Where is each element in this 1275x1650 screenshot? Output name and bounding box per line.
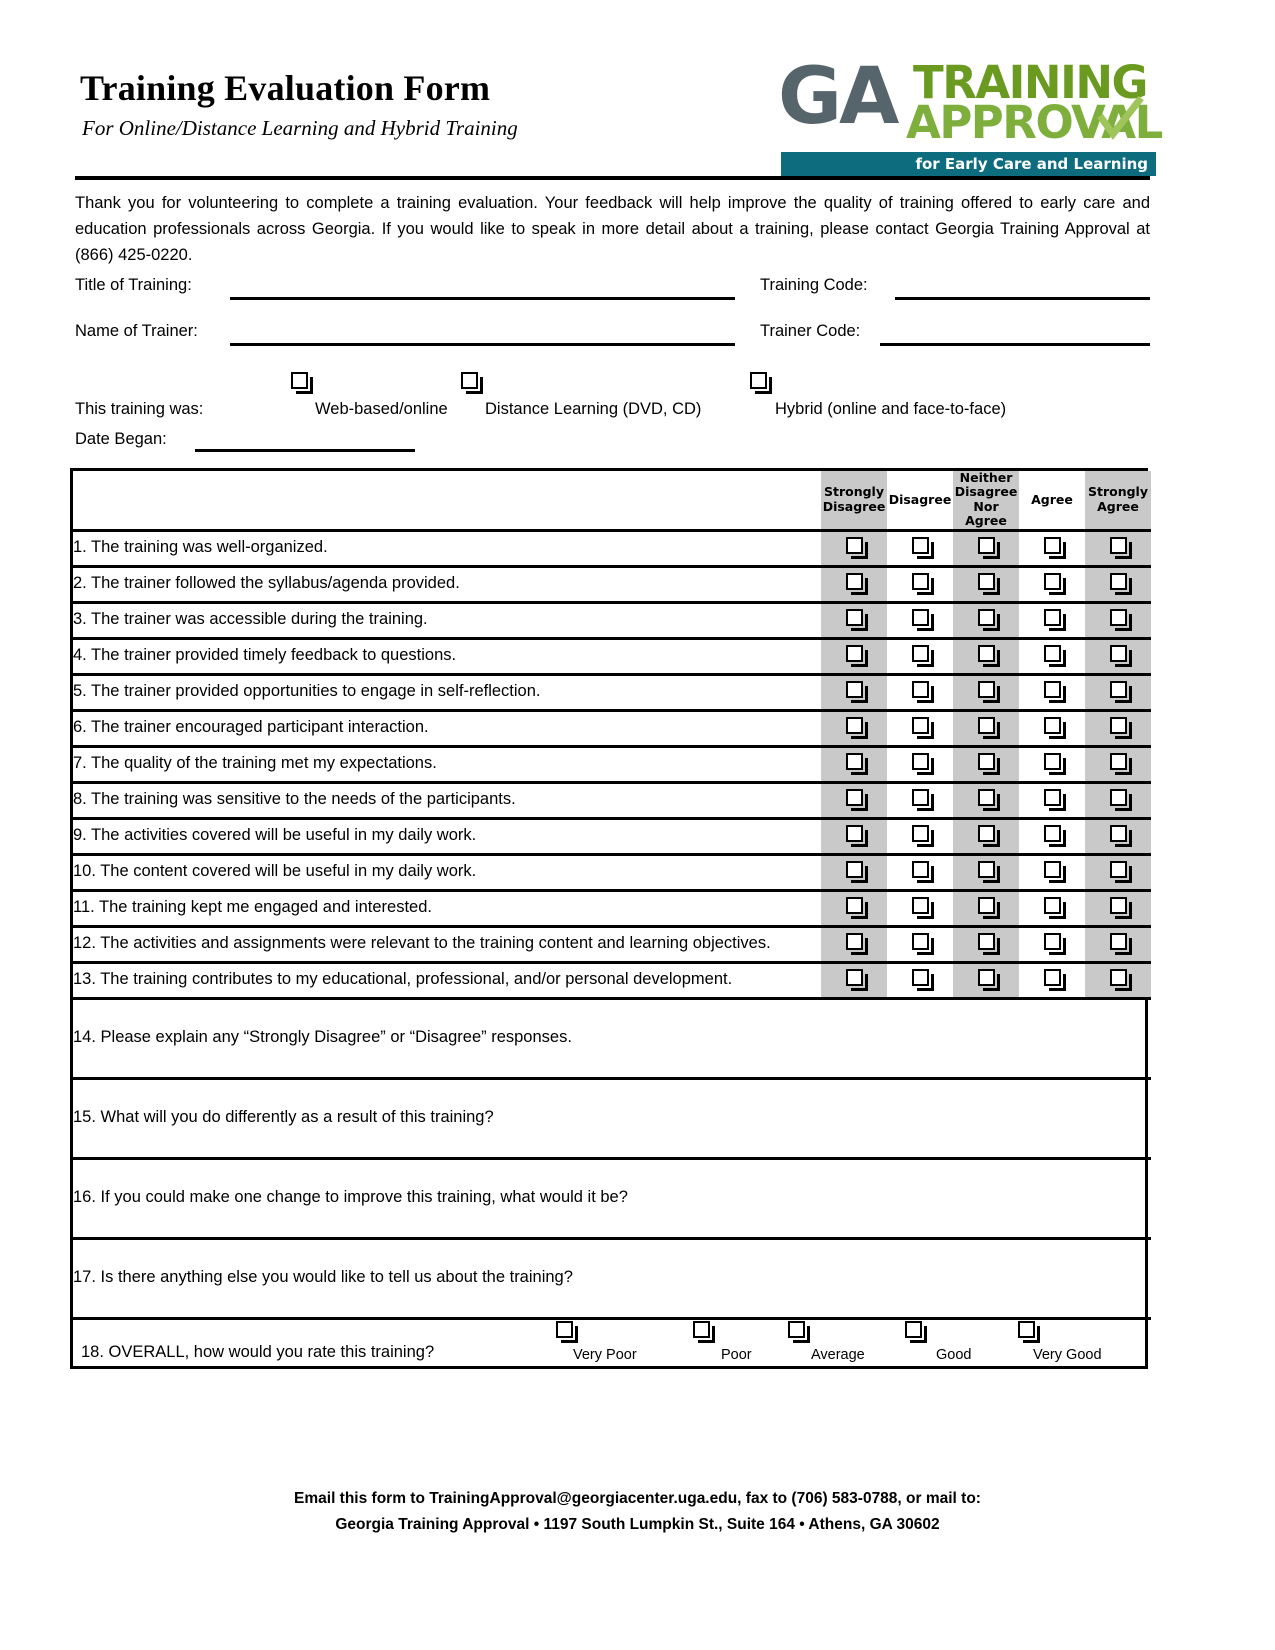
- checkbox-icon[interactable]: [846, 645, 863, 662]
- rating-checkbox-q5-3[interactable]: [1019, 674, 1085, 710]
- open-question-15: 15. What will you do differently as a result of this training?: [73, 1078, 1151, 1158]
- checkbox-icon[interactable]: [1018, 1321, 1035, 1338]
- checkbox-icon[interactable]: [978, 717, 995, 734]
- title-of-training-input[interactable]: [230, 276, 735, 300]
- rating-checkbox-q9-2[interactable]: [953, 818, 1019, 854]
- checkbox-icon[interactable]: [1110, 645, 1127, 662]
- trainer-name-row: [75, 322, 1150, 368]
- table-row: [73, 854, 1151, 890]
- checkbox-icon[interactable]: [846, 609, 863, 626]
- question-text-5: 5. The trainer provided opportunities to engage in self-reflection.: [73, 674, 821, 710]
- table-row: [73, 926, 1151, 962]
- checkbox-icon[interactable]: [556, 1321, 573, 1338]
- table-row: [73, 746, 1151, 782]
- checkbox-icon[interactable]: [912, 717, 929, 734]
- rating-checkbox-q12-2[interactable]: [953, 926, 1019, 962]
- training-type-row: [75, 372, 1150, 424]
- checkbox-icon[interactable]: [912, 537, 929, 554]
- rating-checkbox-q9-3[interactable]: [1019, 818, 1085, 854]
- overall-checkbox-3[interactable]: [905, 1321, 922, 1343]
- rating-checkbox-q11-2[interactable]: [953, 890, 1019, 926]
- checkbox-icon[interactable]: [1110, 789, 1127, 806]
- rating-checkbox-q9-1[interactable]: [887, 818, 953, 854]
- table-row: [73, 962, 1151, 998]
- checkbox-icon[interactable]: [978, 789, 995, 806]
- checkbox-icon[interactable]: [978, 825, 995, 842]
- rating-checkbox-q4-2[interactable]: [953, 638, 1019, 674]
- checkbox-icon[interactable]: [978, 609, 995, 626]
- training-code-input[interactable]: [895, 276, 1150, 300]
- training-type-option-1: Distance Learning (DVD, CD): [485, 400, 702, 418]
- rating-checkbox-q10-2[interactable]: [953, 854, 1019, 890]
- rating-checkbox-q3-2[interactable]: [953, 602, 1019, 638]
- checkbox-icon[interactable]: [912, 861, 929, 878]
- question-text-1: 1. The training was well-organized.: [73, 530, 821, 566]
- checkbox-icon[interactable]: [693, 1321, 710, 1338]
- open-question-14: 14. Please explain any “Strongly Disagree” or “Disagree” responses.: [73, 998, 1151, 1078]
- rating-checkbox-q11-0[interactable]: [821, 890, 887, 926]
- question-text-3: 3. The trainer was accessible during the training.: [73, 602, 821, 638]
- training-title-row: [75, 276, 1150, 322]
- training-code-label: Training Code:: [760, 276, 868, 294]
- footer-line-1: Email this form to TrainingApproval@georgiacenter.uga.edu, fax to (706) 583-0788, or mail to:: [294, 1490, 981, 1507]
- checkbox-icon[interactable]: [846, 897, 863, 914]
- title-block: [80, 70, 518, 141]
- ga-training-approval-logo: [778, 48, 1162, 176]
- rating-checkbox-q13-4[interactable]: [1085, 962, 1151, 998]
- footer: [0, 1486, 1275, 1537]
- checkbox-icon[interactable]: [1110, 825, 1127, 842]
- intro-paragraph: Thank you for volunteering to complete a training evaluation. Your feedback will help improve the quality of training offered to early care and education professionals across Georgia. If you would like to speak in more detail about a training, please contact Georgia Training Approval at (866) 425-0220.: [75, 194, 1150, 265]
- checkbox-icon[interactable]: [912, 573, 929, 590]
- scale-header-spacer: [73, 471, 821, 530]
- checkbox-icon[interactable]: [1044, 537, 1061, 554]
- checkmark-icon: [1096, 96, 1144, 142]
- rating-checkbox-q7-2[interactable]: [953, 746, 1019, 782]
- scale-header-4: Strongly Agree: [1085, 471, 1151, 530]
- checkbox-icon[interactable]: [905, 1321, 922, 1338]
- question-text-6: 6. The trainer encouraged participant interaction.: [73, 710, 821, 746]
- rating-checkbox-q4-4[interactable]: [1085, 638, 1151, 674]
- checkbox-icon[interactable]: [912, 645, 929, 662]
- rating-checkbox-q5-2[interactable]: [953, 674, 1019, 710]
- logo-tagline-bar: [781, 152, 1156, 176]
- checkbox-icon[interactable]: [912, 825, 929, 842]
- rating-checkbox-q6-0[interactable]: [821, 710, 887, 746]
- rating-checkbox-q10-3[interactable]: [1019, 854, 1085, 890]
- checkbox-icon[interactable]: [1110, 969, 1127, 986]
- rating-checkbox-q6-1[interactable]: [887, 710, 953, 746]
- checkbox-icon[interactable]: [1044, 861, 1061, 878]
- rating-checkbox-q13-3[interactable]: [1019, 962, 1085, 998]
- checkbox-icon[interactable]: [1044, 789, 1061, 806]
- scale-header-0: Strongly Disagree: [821, 471, 887, 530]
- checkbox-icon[interactable]: [1110, 897, 1127, 914]
- checkbox-icon[interactable]: [1044, 573, 1061, 590]
- checkbox-icon[interactable]: [1110, 861, 1127, 878]
- rating-checkbox-q6-2[interactable]: [953, 710, 1019, 746]
- rating-checkbox-q7-3[interactable]: [1019, 746, 1085, 782]
- rating-checkbox-q13-1[interactable]: [887, 962, 953, 998]
- checkbox-icon[interactable]: [912, 789, 929, 806]
- page-title: Training Evaluation Form: [80, 68, 491, 108]
- overall-checkbox-4[interactable]: [1018, 1321, 1035, 1343]
- question-text-8: 8. The training was sensitive to the needs of the participants.: [73, 782, 821, 818]
- question-text-2: 2. The trainer followed the syllabus/agenda provided.: [73, 566, 821, 602]
- checkbox-icon[interactable]: [1044, 897, 1061, 914]
- rating-checkbox-q8-2[interactable]: [953, 782, 1019, 818]
- rating-checkbox-q2-4[interactable]: [1085, 566, 1151, 602]
- checkbox-icon[interactable]: [912, 609, 929, 626]
- rating-checkbox-q7-0[interactable]: [821, 746, 887, 782]
- overall-checkbox-1[interactable]: [693, 1321, 710, 1343]
- checkbox-icon[interactable]: [912, 933, 929, 950]
- logo-approval-text: APPROVAL: [906, 96, 1162, 149]
- table-row: [73, 674, 1151, 710]
- logo-tagline-text: for Early Care and Learning: [915, 155, 1148, 173]
- logo-training-text: TRAINING: [913, 56, 1147, 109]
- logo-ga-text: GA: [778, 52, 897, 142]
- checkbox-icon[interactable]: [1044, 609, 1061, 626]
- open-response-row[interactable]: [73, 1158, 1151, 1238]
- rating-checkbox-q5-0[interactable]: [821, 674, 887, 710]
- checkbox-icon[interactable]: [1044, 753, 1061, 770]
- rating-checkbox-q10-1[interactable]: [887, 854, 953, 890]
- checkbox-icon[interactable]: [978, 537, 995, 554]
- table-row: [73, 710, 1151, 746]
- rating-checkbox-q10-0[interactable]: [821, 854, 887, 890]
- checkbox-icon[interactable]: [1110, 537, 1127, 554]
- question-text-9: 9. The activities covered will be useful in my daily work.: [73, 818, 821, 854]
- rating-checkbox-q13-2[interactable]: [953, 962, 1019, 998]
- title-of-training-label: Title of Training:: [75, 276, 192, 294]
- document-header: [75, 48, 1162, 176]
- rating-checkbox-q1-2[interactable]: [953, 530, 1019, 566]
- checkbox-icon[interactable]: [1044, 717, 1061, 734]
- checkbox-icon[interactable]: [1044, 825, 1061, 842]
- checkbox-icon[interactable]: [1044, 933, 1061, 950]
- rating-checkbox-q11-1[interactable]: [887, 890, 953, 926]
- rating-checkbox-q8-0[interactable]: [821, 782, 887, 818]
- training-type-option-0: Web-based/online: [315, 400, 448, 418]
- rating-checkbox-q12-3[interactable]: [1019, 926, 1085, 962]
- checkbox-icon[interactable]: [912, 897, 929, 914]
- scale-header-row: [73, 471, 1151, 530]
- checkbox-icon[interactable]: [978, 573, 995, 590]
- overall-option-label-3: Good: [936, 1346, 972, 1363]
- checkbox-icon[interactable]: [1110, 933, 1127, 950]
- evaluation-table: [70, 468, 1148, 1369]
- checkbox-icon[interactable]: [846, 861, 863, 878]
- rating-checkbox-q11-4[interactable]: [1085, 890, 1151, 926]
- scale-header-1: Disagree: [887, 471, 953, 530]
- checkbox-icon[interactable]: [846, 933, 863, 950]
- rating-checkbox-q8-4[interactable]: [1085, 782, 1151, 818]
- rating-checkbox-q12-0[interactable]: [821, 926, 887, 962]
- overall-option-label-0: Very Poor: [573, 1346, 637, 1363]
- rating-checkbox-q3-3[interactable]: [1019, 602, 1085, 638]
- question-text-7: 7. The quality of the training met my expectations.: [73, 746, 821, 782]
- table-row: [73, 530, 1151, 566]
- checkbox-icon[interactable]: [1110, 717, 1127, 734]
- page-subtitle: For Online/Distance Learning and Hybrid Training: [82, 115, 518, 140]
- overall-checkbox-0[interactable]: [556, 1321, 573, 1343]
- rating-checkbox-q7-1[interactable]: [887, 746, 953, 782]
- checkbox-icon[interactable]: [1044, 681, 1061, 698]
- rating-checkbox-q11-3[interactable]: [1019, 890, 1085, 926]
- training-type-option-2: Hybrid (online and face-to-face): [775, 400, 1007, 418]
- checkbox-icon[interactable]: [846, 537, 863, 554]
- question-text-13: 13. The training contributes to my educational, professional, and/or personal development.: [73, 962, 821, 998]
- trainer-code-label: Trainer Code:: [760, 322, 861, 340]
- checkbox-icon[interactable]: [1044, 969, 1061, 986]
- rating-checkbox-q3-4[interactable]: [1085, 602, 1151, 638]
- checkbox-icon[interactable]: [978, 681, 995, 698]
- rating-checkbox-q1-4[interactable]: [1085, 530, 1151, 566]
- checkbox-distance-learning[interactable]: [461, 372, 478, 394]
- rating-checkbox-q1-1[interactable]: [887, 530, 953, 566]
- table-row: [73, 638, 1151, 674]
- table-row: [73, 782, 1151, 818]
- open-response-row[interactable]: [73, 1238, 1151, 1318]
- rating-checkbox-q3-0[interactable]: [821, 602, 887, 638]
- rating-checkbox-q2-2[interactable]: [953, 566, 1019, 602]
- checkbox-icon[interactable]: [912, 681, 929, 698]
- rating-checkbox-q6-4[interactable]: [1085, 710, 1151, 746]
- checkbox-icon[interactable]: [846, 825, 863, 842]
- checkbox-icon[interactable]: [846, 681, 863, 698]
- checkbox-icon[interactable]: [912, 969, 929, 986]
- table-row: [73, 602, 1151, 638]
- checkbox-icon[interactable]: [1110, 609, 1127, 626]
- rating-checkbox-q9-4[interactable]: [1085, 818, 1151, 854]
- training-type-label: This training was:: [75, 400, 204, 418]
- question-text-12: 12. The activities and assignments were relevant to the training content and learning objectives.: [73, 926, 821, 962]
- rating-checkbox-q8-1[interactable]: [887, 782, 953, 818]
- rating-checkbox-q1-3[interactable]: [1019, 530, 1085, 566]
- checkbox-icon[interactable]: [846, 717, 863, 734]
- checkbox-icon[interactable]: [978, 753, 995, 770]
- checkbox-icon[interactable]: [846, 573, 863, 590]
- question-text-11: 11. The training kept me engaged and interested.: [73, 890, 821, 926]
- question-text-10: 10. The content covered will be useful in my daily work.: [73, 854, 821, 890]
- checkbox-icon[interactable]: [788, 1321, 805, 1338]
- rating-checkbox-q7-4[interactable]: [1085, 746, 1151, 782]
- overall-option-label-1: Poor: [721, 1346, 752, 1363]
- checkbox-icon[interactable]: [846, 753, 863, 770]
- overall-option-label-4: Very Good: [1033, 1346, 1102, 1363]
- checkbox-icon[interactable]: [978, 933, 995, 950]
- overall-rating-cell: [73, 1318, 1151, 1366]
- table-row: [73, 818, 1151, 854]
- open-question-17: 17. Is there anything else you would like to tell us about the training?: [73, 1238, 1151, 1318]
- date-began-label: Date Began:: [75, 430, 167, 448]
- rating-checkbox-q13-0[interactable]: [821, 962, 887, 998]
- rating-checkbox-q5-1[interactable]: [887, 674, 953, 710]
- checkbox-icon[interactable]: [1110, 681, 1127, 698]
- rating-checkbox-q6-3[interactable]: [1019, 710, 1085, 746]
- rating-checkbox-q4-3[interactable]: [1019, 638, 1085, 674]
- table-row: [73, 890, 1151, 926]
- trainer-code-input[interactable]: [880, 322, 1150, 346]
- rating-checkbox-q4-0[interactable]: [821, 638, 887, 674]
- checkbox-hybrid[interactable]: [750, 372, 767, 394]
- rating-checkbox-q2-3[interactable]: [1019, 566, 1085, 602]
- scale-header-3: Agree: [1019, 471, 1085, 530]
- checkbox-icon[interactable]: [978, 861, 995, 878]
- checkbox-icon[interactable]: [1110, 753, 1127, 770]
- checkbox-icon[interactable]: [978, 897, 995, 914]
- checkbox-web-based[interactable]: [291, 372, 308, 394]
- table-row: [73, 566, 1151, 602]
- checkbox-icon[interactable]: [846, 969, 863, 986]
- header-divider: [75, 176, 1150, 180]
- checkbox-icon[interactable]: [912, 753, 929, 770]
- rating-checkbox-q10-4[interactable]: [1085, 854, 1151, 890]
- name-of-trainer-label: Name of Trainer:: [75, 322, 198, 340]
- checkbox-icon[interactable]: [978, 969, 995, 986]
- open-question-16: 16. If you could make one change to improve this training, what would it be?: [73, 1158, 1151, 1238]
- form-fields: [75, 276, 1150, 368]
- overall-rating-row: [73, 1318, 1151, 1366]
- rating-checkbox-q8-3[interactable]: [1019, 782, 1085, 818]
- checkbox-icon[interactable]: [846, 789, 863, 806]
- rating-checkbox-q12-1[interactable]: [887, 926, 953, 962]
- rating-checkbox-q2-1[interactable]: [887, 566, 953, 602]
- name-of-trainer-input[interactable]: [230, 322, 735, 346]
- rating-checkbox-q3-1[interactable]: [887, 602, 953, 638]
- rating-checkbox-q4-1[interactable]: [887, 638, 953, 674]
- rating-checkbox-q2-0[interactable]: [821, 566, 887, 602]
- rating-checkbox-q5-4[interactable]: [1085, 674, 1151, 710]
- checkbox-icon[interactable]: [1044, 645, 1061, 662]
- scale-header-2: Neither Disagree Nor Agree: [954, 470, 1018, 529]
- checkbox-icon[interactable]: [978, 645, 995, 662]
- open-response-row[interactable]: [73, 998, 1151, 1078]
- footer-line-2: Georgia Training Approval • 1197 South Lumpkin St., Suite 164 • Athens, GA 30602: [335, 1515, 940, 1533]
- rating-checkbox-q9-0[interactable]: [821, 818, 887, 854]
- overall-option-label-2: Average: [811, 1346, 865, 1363]
- rating-checkbox-q1-0[interactable]: [821, 530, 887, 566]
- open-response-row[interactable]: [73, 1078, 1151, 1158]
- overall-question-label: 18. OVERALL, how would you rate this training?: [81, 1342, 435, 1361]
- question-text-4: 4. The trainer provided timely feedback to questions.: [73, 638, 821, 674]
- overall-checkbox-2[interactable]: [788, 1321, 805, 1343]
- rating-checkbox-q12-4[interactable]: [1085, 926, 1151, 962]
- checkbox-icon[interactable]: [1110, 573, 1127, 590]
- date-began-input[interactable]: [195, 430, 415, 452]
